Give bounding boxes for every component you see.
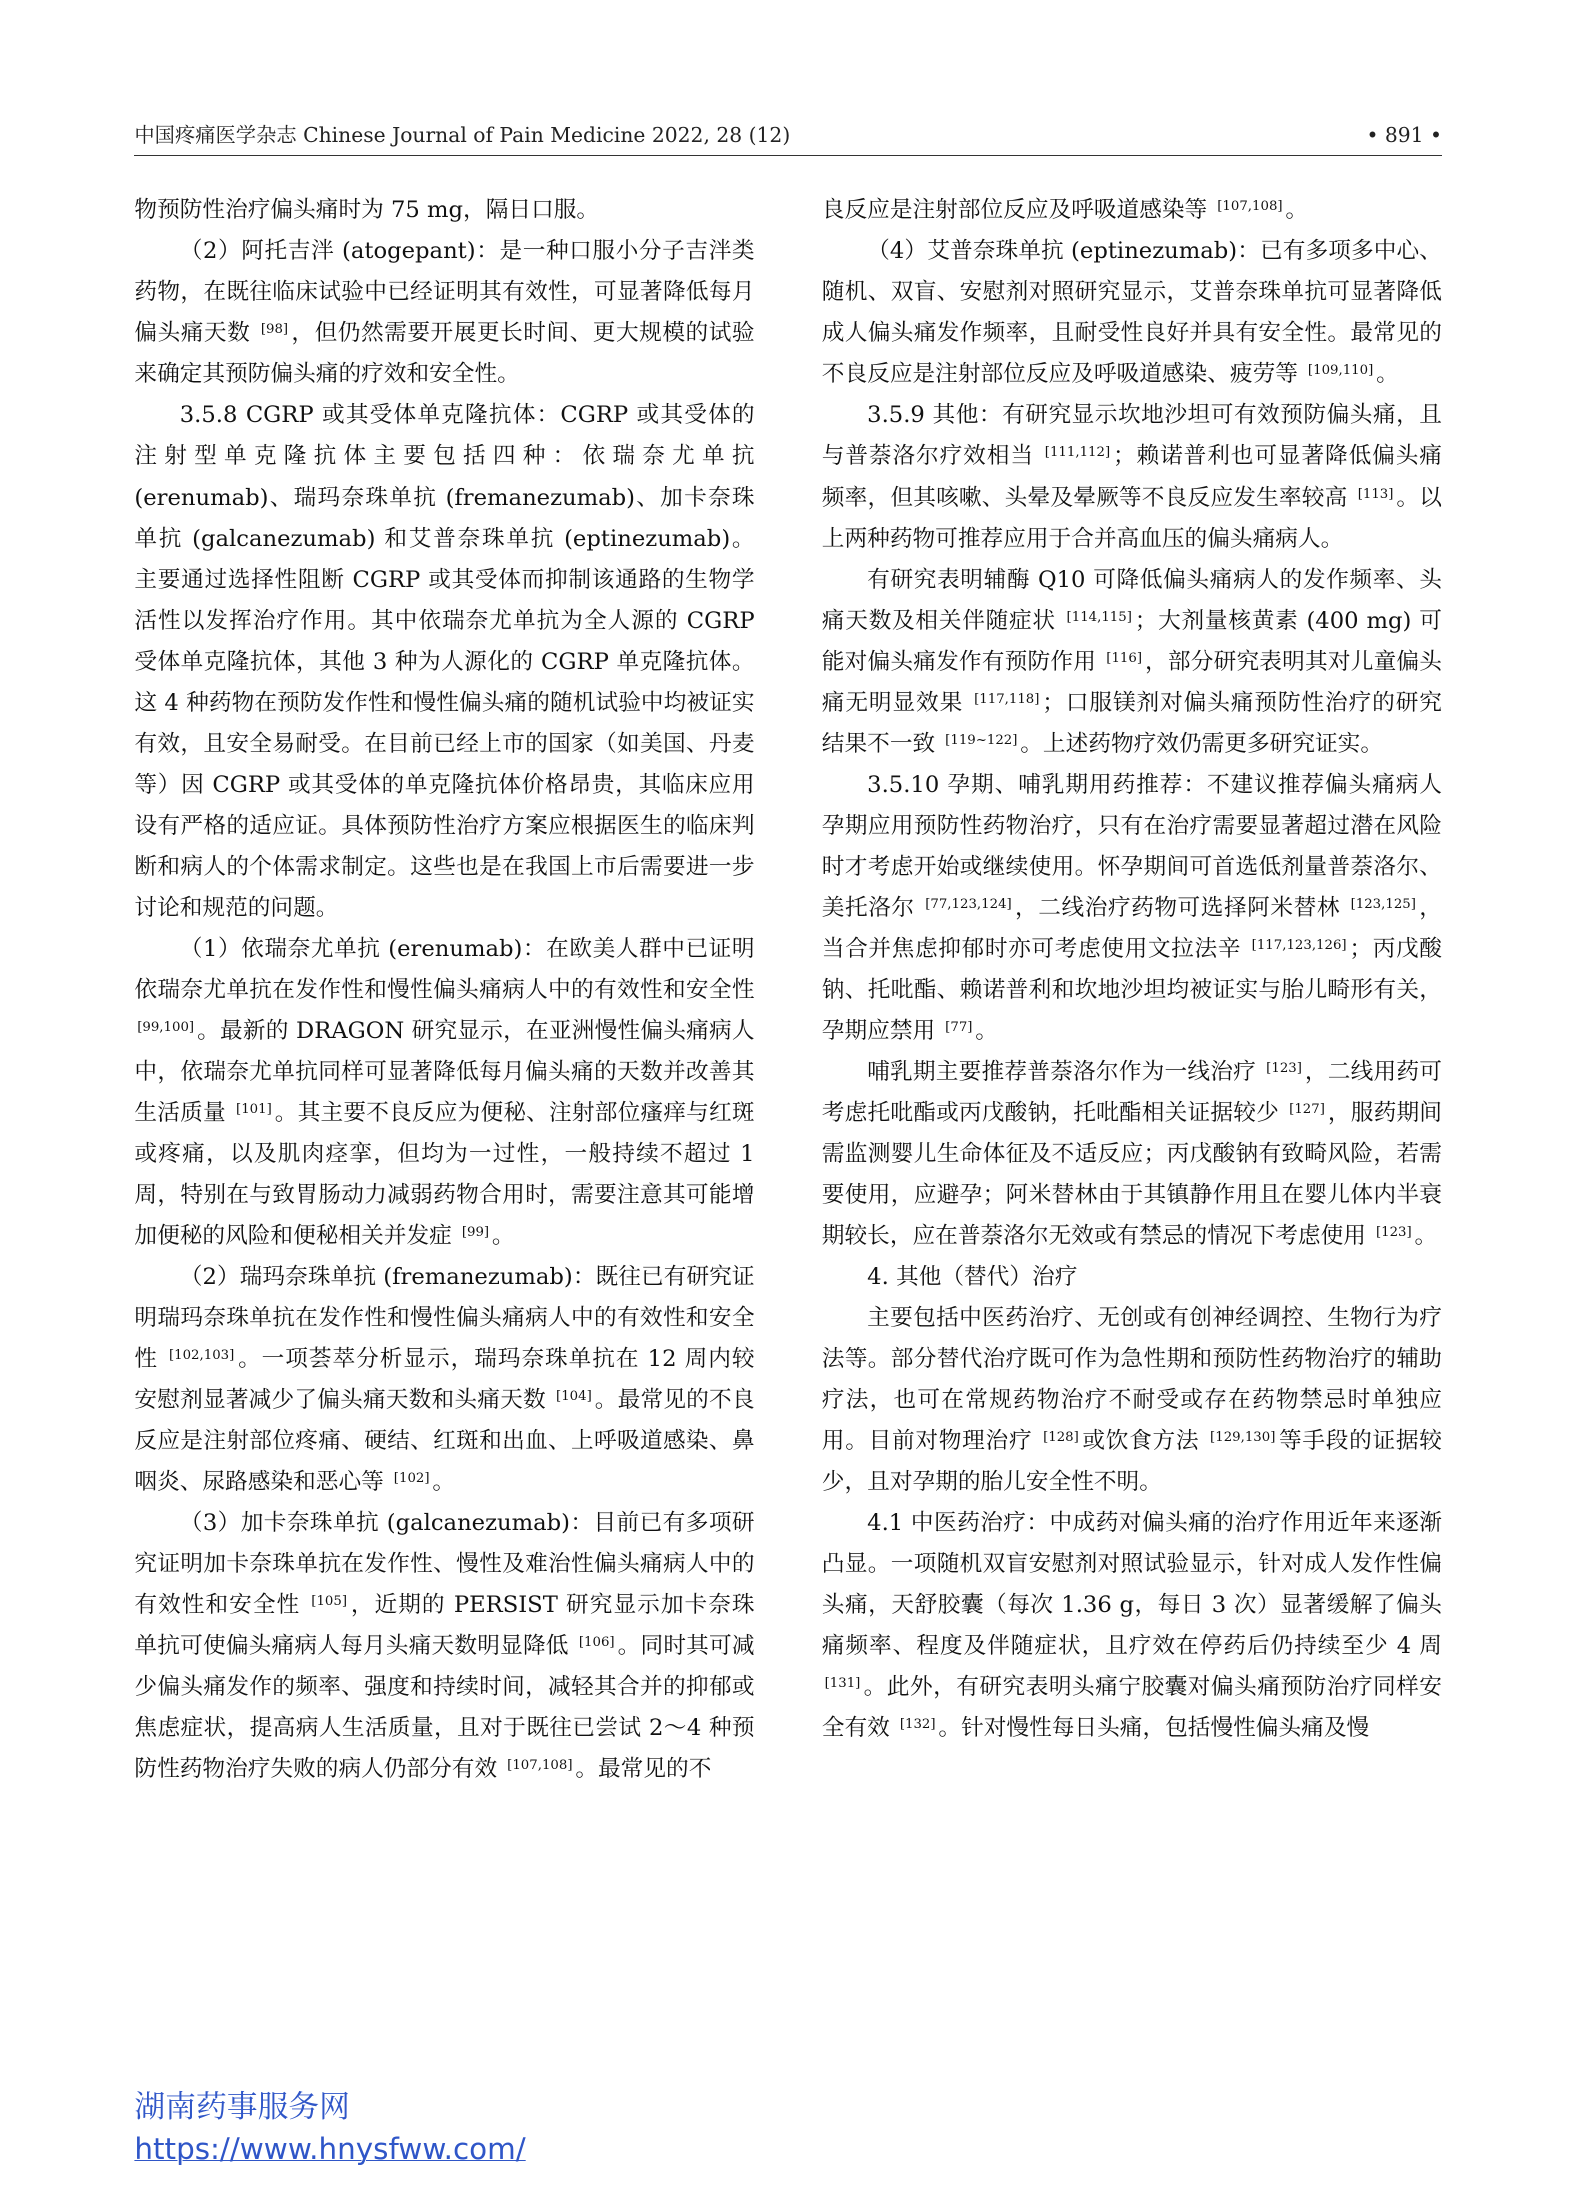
paragraph-text: 。以上两种药物可推荐应用于合并高血压的偏头痛病人。 <box>821 484 1442 552</box>
citation-reference: [101] <box>236 1101 272 1117</box>
body-paragraph <box>822 1052 1442 1257</box>
left-column <box>134 190 754 1790</box>
citation-reference: [102,103] <box>168 1347 235 1363</box>
body-paragraph <box>134 395 754 928</box>
right-column <box>822 190 1442 1749</box>
paragraph-text: ；口服镁剂对偏头痛预防性治疗的研究结果不一致 <box>821 689 1442 757</box>
paragraph-text: （2）阿托吉泮 (atogepant)：是一种口服小分子吉泮类药物，在既往临床试验中已经证明其有效性，可显著降低每月偏头痛天数 <box>134 238 755 347</box>
paragraph-text: 。一项荟萃分析显示，瑞玛奈珠单抗在 12 周内较安慰剂显著减少了偏头痛天数和头痛天数 <box>134 1345 755 1413</box>
paragraph-text: 。上述药物疗效仍需更多研究证实。 <box>1020 730 1384 757</box>
paragraph-text: 3.5.9 其他：有研究显示坎地沙坦可有效预防偏头痛，且与普萘洛尔疗效相当 <box>821 402 1442 470</box>
citation-reference: [131] <box>824 1675 861 1691</box>
paragraph-text: ，二线治疗药物可选择阿米替林 <box>1014 894 1348 921</box>
body-paragraph <box>822 190 1442 231</box>
page-number: • 891 • <box>1366 123 1442 148</box>
citation-reference: [77,123,124] <box>925 896 1012 912</box>
paragraph-text: 。 <box>1376 361 1399 388</box>
paragraph-text: ，部分研究表明其对儿童偏头痛无明显效果 <box>821 648 1442 716</box>
body-paragraph <box>134 1257 754 1503</box>
body-paragraph <box>822 765 1442 1052</box>
citation-reference: [123] <box>1375 1224 1412 1240</box>
watermark-url-link[interactable]: https://www.hnysfww.com/ <box>134 2132 526 2166</box>
citation-reference: [107,108] <box>1217 199 1283 215</box>
body-paragraph <box>134 1503 754 1790</box>
paragraph-text: 或饮食方法 <box>1081 1427 1208 1454</box>
citation-reference: [123,125] <box>1350 896 1416 912</box>
citation-reference: [105] <box>311 1593 348 1609</box>
citation-reference: [116] <box>1106 650 1143 666</box>
citation-reference: [127] <box>1289 1101 1325 1117</box>
journal-title: 中国疼痛医学杂志 Chinese Journal of Pain Medicine 2022, 28 (12) <box>134 123 791 148</box>
citation-reference: [123] <box>1266 1060 1302 1076</box>
paragraph-text: 。最常见的不良反应是注射部位疼痛、硬结、红斑和出血、上呼吸道感染、鼻咽炎、尿路感染和恶心等 <box>134 1386 755 1495</box>
paragraph-text: 。最常见的不 <box>575 1755 712 1782</box>
body-paragraph <box>822 231 1442 395</box>
citation-reference: [99] <box>461 1224 490 1240</box>
citation-reference: [77] <box>945 1019 973 1035</box>
paragraph-text: 良反应是注射部位反应及呼吸道感染等 <box>821 197 1215 224</box>
body-paragraph <box>134 929 754 1257</box>
body-paragraph <box>822 395 1442 559</box>
paragraph-text: 。 <box>1414 1222 1438 1249</box>
paragraph-text: 。 <box>975 1017 998 1044</box>
header-rule <box>134 155 1442 156</box>
paragraph-text: ，服药期间需监测婴儿生命体征及不适反应；丙戊酸钠有致畸风险，若需要使用，应避孕；阿米替林由于其镇静作用且在婴儿体内半衰期较长，应在普萘洛尔无效或有禁忌的情况下考虑使用 <box>821 1099 1442 1249</box>
paragraph-text: 4.1 中医药治疗：中成药对偏头痛的治疗作用近年来逐渐凸显。一项随机双盲安慰剂对照试验显示，针对成人发作性偏头痛，天舒胶囊（每次 1.36 g，每日 3 次）显著缓解了偏头痛频率、程度及伴随症状，且疗效在停药后仍持续至少 4 周 <box>821 1509 1442 1659</box>
paragraph-text: 哺乳期主要推荐普萘洛尔作为一线治疗 <box>867 1058 1264 1085</box>
paragraph-text: （4）艾普奈珠单抗 (eptinezumab)：已有多项多中心、随机、双盲、安慰剂对照研究显示，艾普奈珠单抗可显著降低成人偏头痛发作频率，且耐受性良好并具有安全性。最常见的不良反应是注射部位反应及呼吸道感染、疲劳等 <box>821 238 1442 388</box>
body-paragraph <box>822 1257 1442 1298</box>
paragraph-text: 3.5.8 CGRP 或其受体单克隆抗体：CGRP 或其受体的注射型单克隆抗体主要包括四种：依瑞奈尤单抗 (erenumab)、瑞玛奈珠单抗 (fremanezumab)、加卡奈珠单抗 (galcanezumab) 和艾普奈珠单抗 (eptinezumab)。主要通过选择性阻断 CGRP 或其受体而抑制该通路的生物学活性以发挥治疗作用。其中依瑞奈尤单抗为全人源的 CGRP 受体单克隆抗体，其他 3 种为人源化的 CGRP 单克隆抗体。这 4 种药物在预防发作性和慢性偏头痛的随机试验中均被证实有效，且安全易耐受。在目前已经上市的国家（如美国、丹麦等）因 CGRP 或其受体的单克隆抗体价格昂贵，其临床应用设有严格的适应证。具体预防性治疗方案应根据医生的临床判断和病人的个体需求制定。这些也是在我国上市后需要进一步讨论和规范的问题。 <box>134 402 755 921</box>
paragraph-text: ，二线用药可考虑托吡酯或丙戊酸钠，托吡酯相关证据较少 <box>821 1058 1442 1126</box>
citation-reference: [104] <box>556 1388 592 1404</box>
paragraph-text: ；大剂量核黄素 (400 mg) 可能对偏头痛发作有预防作用 <box>821 607 1442 675</box>
body-paragraph <box>822 1298 1442 1503</box>
paragraph-text: （3）加卡奈珠单抗 (galcanezumab)：目前已有多项研究证明加卡奈珠单抗在发作性、慢性及难治性偏头痛病人中的有效性和安全性 <box>134 1509 755 1618</box>
citation-reference: [111,112] <box>1044 445 1111 461</box>
body-paragraph <box>134 190 754 231</box>
citation-reference: [117,123,126] <box>1251 937 1347 953</box>
paragraph-text: 。针对慢性每日头痛，包括慢性偏头痛及慢 <box>938 1714 1370 1741</box>
citation-reference: [106] <box>578 1634 615 1650</box>
body-paragraph <box>822 1503 1442 1749</box>
paragraph-text: 。其主要不良反应为便秘、注射部位瘙痒与红斑或疼痛，以及肌肉痉挛，但均为一过性，一般持续不超过 1 周，特别在与致胃肠动力减弱药物合用时，需要注意其可能增加便秘的风险和便秘相关并发症 <box>134 1099 755 1249</box>
paragraph-text: 等手段的证据较少，且对孕期的胎儿安全性不明。 <box>821 1427 1442 1495</box>
citation-reference: [109,110] <box>1307 363 1374 379</box>
citation-reference: [99,100] <box>137 1019 195 1035</box>
paragraph-text: 物预防性治疗偏头痛时为 75 mg，隔日口服。 <box>134 197 600 224</box>
citation-reference: [117,118] <box>974 691 1040 707</box>
paragraph-text: ，但仍然需要开展更长时间、更大规模的试验来确定其预防偏头痛的疗效和安全性。 <box>134 320 755 388</box>
citation-reference: [114,115] <box>1066 609 1132 625</box>
citation-reference: [113] <box>1357 486 1394 502</box>
citation-reference: [102] <box>393 1470 430 1486</box>
paragraph-text: 。 <box>491 1222 515 1249</box>
paragraph-text: ，当合并焦虑抑郁时亦可考虑使用文拉法辛 <box>821 894 1442 962</box>
paragraph-text: （2）瑞玛奈珠单抗 (fremanezumab)：既往已有研究证明瑞玛奈珠单抗在发作性和慢性偏头痛病人中的有效性和安全性 <box>134 1263 755 1372</box>
citation-reference: [132] <box>899 1716 936 1732</box>
watermark-site-name: 湖南药事服务网 <box>134 2089 350 2125</box>
paragraph-text: 4. 其他（替代）治疗 <box>867 1263 1078 1290</box>
paragraph-text: 。同时其可减少偏头痛发作的频率、强度和持续时间，减轻其合并的抑郁或焦虑症状，提高病人生活质量，且对于既往已尝试 2～4 种预防性药物治疗失败的病人仍部分有效 <box>134 1632 755 1782</box>
paragraph-text: 。 <box>432 1468 456 1495</box>
site-watermark <box>134 2086 525 2170</box>
paragraph-text: ；丙戊酸钠、托吡酯、赖诺普利和坎地沙坦均被证实与胎儿畸形有关，孕期应禁用 <box>821 935 1442 1044</box>
citation-reference: [98] <box>260 322 289 338</box>
paragraph-text: 。 <box>1285 197 1309 224</box>
running-header <box>134 120 1442 154</box>
citation-reference: [129,130] <box>1210 1429 1276 1445</box>
paragraph-text: 。此外，有研究表明头痛宁胶囊对偏头痛预防治疗同样安全有效 <box>821 1673 1442 1741</box>
paragraph-text: 有研究表明辅酶 Q10 可降低偏头痛病人的发作频率、头痛天数及相关伴随症状 <box>821 566 1442 634</box>
paragraph-text: 主要包括中医药治疗、无创或有创神经调控、生物行为疗法等。部分替代治疗既可作为急性期和预防性药物治疗的辅助疗法，也可在常规药物治疗不耐受或存在药物禁忌时单独应用。目前对物理治疗 <box>821 1304 1442 1454</box>
body-paragraph <box>822 560 1442 765</box>
citation-reference: [107,108] <box>507 1757 573 1773</box>
citation-reference: [119~122] <box>945 732 1018 748</box>
paragraph-text: （1）依瑞奈尤单抗 (erenumab)：在欧美人群中已证明依瑞奈尤单抗在发作性和慢性偏头痛病人中的有效性和安全性 <box>134 935 755 1003</box>
citation-reference: [128] <box>1043 1429 1079 1445</box>
body-paragraph <box>134 231 754 395</box>
paragraph-text: 。最新的 DRAGON 研究显示，在亚洲慢性偏头痛病人中，依瑞奈尤单抗同样可显著降低每月偏头痛的天数并改善其生活质量 <box>134 1017 755 1126</box>
paragraph-text: ；赖诺普利也可显著降低偏头痛频率，但其咳嗽、头晕及晕厥等不良反应发生率较高 <box>821 443 1442 511</box>
paragraph-text: ，近期的 PERSIST 研究显示加卡奈珠单抗可使偏头痛病人每月头痛天数明显降低 <box>134 1591 755 1659</box>
paragraph-text: 3.5.10 孕期、哺乳期用药推荐：不建议推荐偏头痛病人孕期应用预防性药物治疗，只有在治疗需要显著超过潜在风险时才考虑开始或继续使用。怀孕期间可首选低剂量普萘洛尔、美托洛尔 <box>821 771 1442 921</box>
